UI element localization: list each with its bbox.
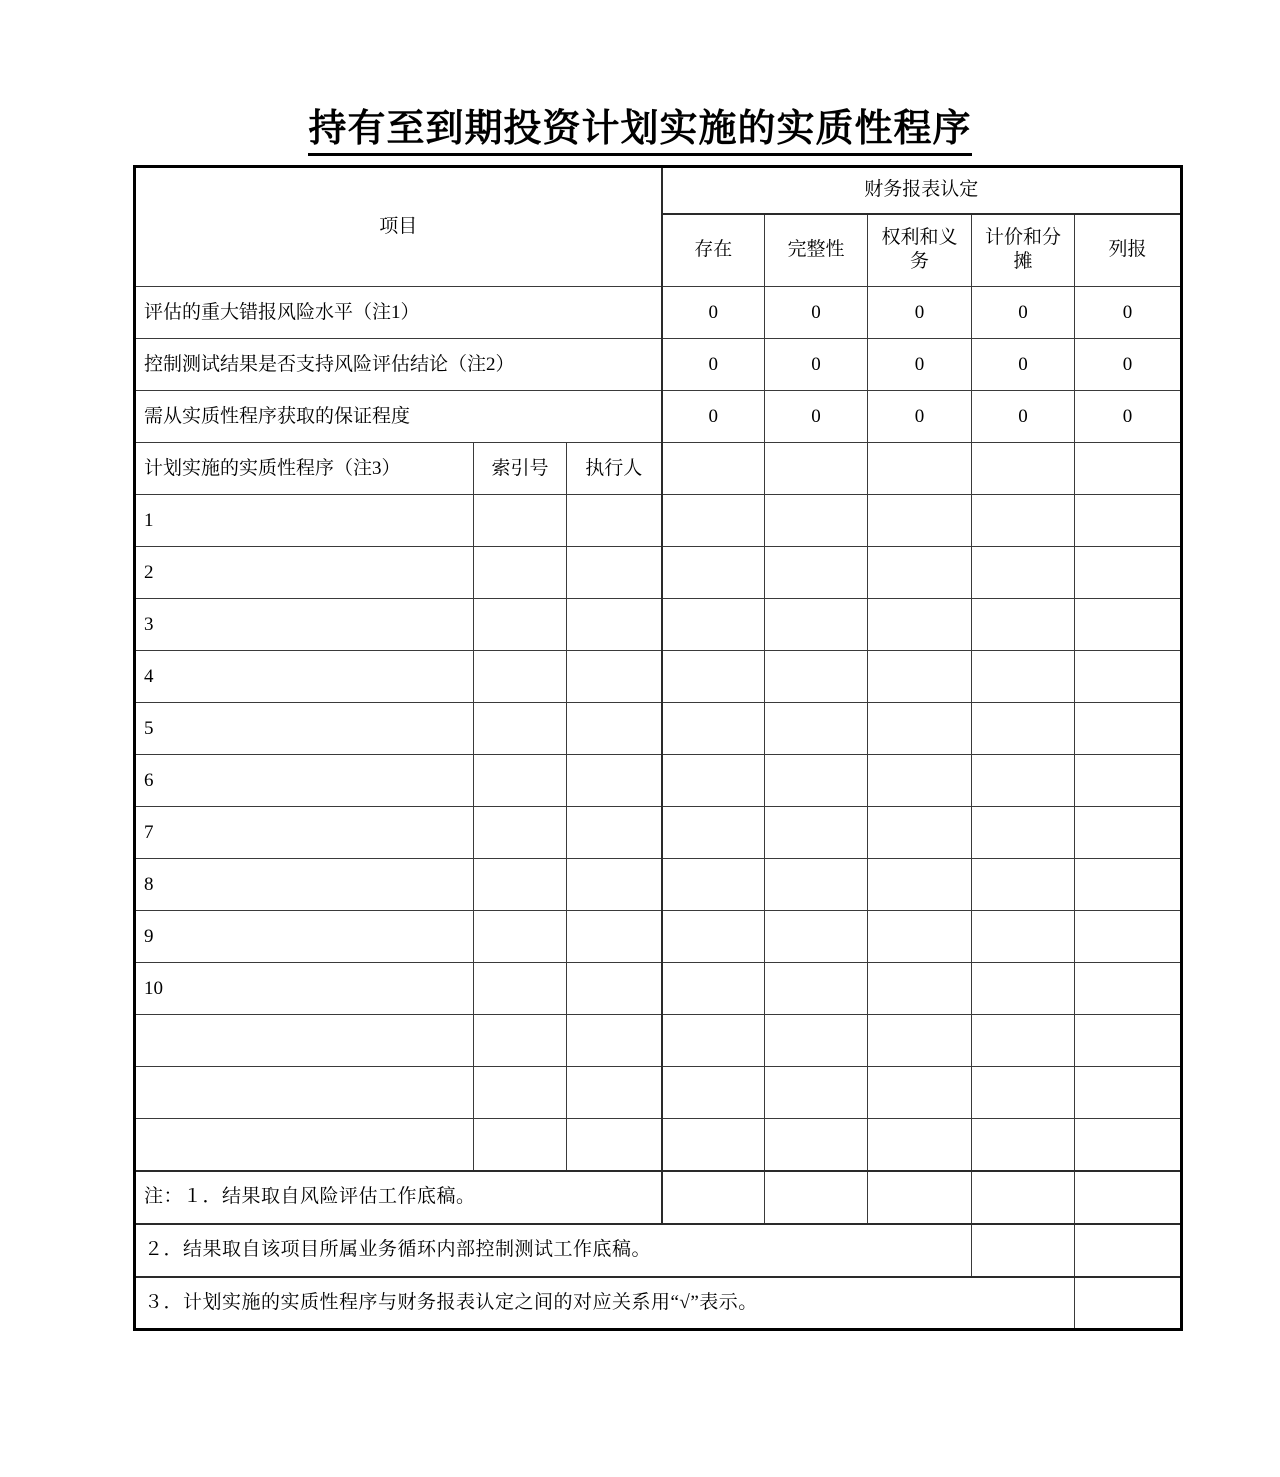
row-sequence-number[interactable]: 7 (135, 807, 474, 859)
cell-value[interactable] (972, 1015, 1075, 1067)
subheader-index-no: 索引号 (474, 443, 567, 495)
table-row (135, 963, 1182, 1015)
cell-value[interactable] (765, 1015, 868, 1067)
cell-value[interactable] (868, 963, 972, 1015)
cell-value[interactable] (765, 443, 868, 495)
table-row (135, 391, 1182, 443)
cell-value[interactable] (662, 1119, 765, 1171)
cell-performer[interactable] (567, 495, 662, 547)
header-assertion-presentation: 列报 (1075, 214, 1182, 287)
footnote-row (135, 1277, 1182, 1330)
cell-value[interactable] (1075, 547, 1182, 599)
cell-value[interactable] (765, 651, 868, 703)
cell-value[interactable] (662, 755, 765, 807)
cell-value[interactable] (1075, 807, 1182, 859)
cell-value[interactable] (765, 703, 868, 755)
cell-value[interactable]: 0 (868, 339, 972, 391)
cell-value[interactable]: 0 (765, 339, 868, 391)
footnote-row (135, 1224, 1182, 1277)
cell-value[interactable] (662, 807, 765, 859)
cell-performer[interactable] (567, 755, 662, 807)
cell-value[interactable] (868, 703, 972, 755)
cell-performer[interactable] (567, 1067, 662, 1119)
table-row (135, 1015, 1182, 1067)
cell-value[interactable] (868, 547, 972, 599)
cell-value[interactable] (765, 599, 868, 651)
cell-value[interactable]: 0 (765, 391, 868, 443)
cell-value[interactable] (662, 1067, 765, 1119)
table-row (135, 859, 1182, 911)
row-label-assessed-risk: 评估的重大错报风险水平（注1） (135, 287, 662, 339)
cell-value[interactable] (662, 443, 765, 495)
cell-value[interactable] (662, 1015, 765, 1067)
cell-value[interactable] (1075, 703, 1182, 755)
audit-program-table (133, 165, 1183, 1331)
cell-performer[interactable] (567, 547, 662, 599)
row-sequence-number[interactable]: 10 (135, 963, 474, 1015)
cell-value[interactable] (868, 1067, 972, 1119)
cell-performer[interactable] (567, 1015, 662, 1067)
cell-index-no[interactable] (474, 1015, 567, 1067)
cell-value[interactable] (972, 651, 1075, 703)
cell-index-no[interactable] (474, 963, 567, 1015)
cell-performer[interactable] (567, 859, 662, 911)
cell-value[interactable] (972, 1171, 1075, 1224)
cell-performer[interactable] (567, 1119, 662, 1171)
row-sequence-number[interactable] (135, 1015, 474, 1067)
cell-value[interactable] (868, 599, 972, 651)
cell-value[interactable] (972, 1224, 1075, 1277)
cell-value[interactable] (868, 1119, 972, 1171)
footnote-3: ３．计划实施的实质性程序与财务报表认定之间的对应关系用“√”表示。 (135, 1277, 1075, 1330)
cell-value[interactable] (972, 1067, 1075, 1119)
cell-value[interactable] (765, 1171, 868, 1224)
cell-index-no[interactable] (474, 651, 567, 703)
cell-value[interactable] (972, 443, 1075, 495)
cell-value[interactable]: 0 (868, 391, 972, 443)
cell-value[interactable] (662, 495, 765, 547)
cell-value[interactable] (662, 963, 765, 1015)
cell-value[interactable] (765, 1067, 868, 1119)
subheader-planned-procedures: 计划实施的实质性程序（注3） (135, 443, 474, 495)
cell-value[interactable] (1075, 963, 1182, 1015)
cell-value[interactable]: 0 (662, 339, 765, 391)
cell-value[interactable] (972, 859, 1075, 911)
cell-value[interactable] (662, 859, 765, 911)
header-assertion-existence: 存在 (662, 214, 765, 287)
cell-value[interactable] (972, 599, 1075, 651)
cell-value[interactable] (868, 859, 972, 911)
header-assertion-completeness: 完整性 (765, 214, 868, 287)
cell-value[interactable] (1075, 651, 1182, 703)
footnote-row (135, 1171, 1182, 1224)
cell-value[interactable] (662, 599, 765, 651)
cell-value[interactable] (972, 755, 1075, 807)
cell-value[interactable] (765, 547, 868, 599)
cell-value[interactable] (972, 1119, 1075, 1171)
cell-index-no[interactable] (474, 547, 567, 599)
table-row (135, 1067, 1182, 1119)
cell-index-no[interactable] (474, 703, 567, 755)
cell-value[interactable] (1075, 1119, 1182, 1171)
cell-value[interactable] (662, 911, 765, 963)
row-sequence-number[interactable]: 9 (135, 911, 474, 963)
cell-value[interactable] (868, 651, 972, 703)
table-row (135, 807, 1182, 859)
cell-performer[interactable] (567, 703, 662, 755)
cell-value[interactable] (972, 911, 1075, 963)
cell-value[interactable]: 0 (662, 287, 765, 339)
table-row (135, 651, 1182, 703)
row-sequence-number[interactable]: 8 (135, 859, 474, 911)
cell-value[interactable]: 0 (868, 287, 972, 339)
header-assertion-rights-obligations: 权利和义务 (868, 214, 972, 287)
cell-performer[interactable] (567, 963, 662, 1015)
cell-value[interactable]: 0 (1075, 339, 1182, 391)
cell-value[interactable] (1075, 1067, 1182, 1119)
cell-value[interactable]: 0 (972, 287, 1075, 339)
cell-performer[interactable] (567, 807, 662, 859)
cell-value[interactable]: 0 (972, 391, 1075, 443)
cell-value[interactable] (972, 547, 1075, 599)
footnote-1: 注：１．结果取自风险评估工作底稿。 (135, 1171, 662, 1224)
cell-value[interactable] (1075, 1171, 1182, 1224)
header-item-column: 项目 (135, 167, 662, 287)
footnote-2: ２．结果取自该项目所属业务循环内部控制测试工作底稿。 (135, 1224, 972, 1277)
page-title: 持有至到期投资计划实施的实质性程序 (308, 106, 971, 156)
cell-value[interactable] (868, 1171, 972, 1224)
header-assertions-group: 财务报表认定 (662, 167, 1182, 214)
cell-performer[interactable] (567, 651, 662, 703)
table-header-row-top (135, 167, 1182, 214)
cell-value[interactable] (1075, 859, 1182, 911)
cell-value[interactable] (1075, 911, 1182, 963)
table-row (135, 1119, 1182, 1171)
cell-index-no[interactable] (474, 599, 567, 651)
cell-value[interactable] (972, 807, 1075, 859)
cell-index-no[interactable] (474, 859, 567, 911)
row-sequence-number[interactable]: 4 (135, 651, 474, 703)
row-sequence-number[interactable]: 6 (135, 755, 474, 807)
cell-value[interactable] (972, 963, 1075, 1015)
row-sequence-number[interactable]: 2 (135, 547, 474, 599)
cell-value[interactable] (868, 443, 972, 495)
cell-value[interactable] (765, 495, 868, 547)
cell-value[interactable] (765, 911, 868, 963)
row-sequence-number[interactable]: 3 (135, 599, 474, 651)
row-sequence-number[interactable]: 1 (135, 495, 474, 547)
cell-performer[interactable] (567, 911, 662, 963)
row-sequence-number[interactable] (135, 1119, 474, 1171)
cell-value[interactable] (765, 859, 868, 911)
table-row (135, 599, 1182, 651)
cell-value[interactable] (662, 703, 765, 755)
cell-value[interactable] (765, 963, 868, 1015)
table-row (135, 547, 1182, 599)
cell-value[interactable] (1075, 1277, 1182, 1330)
cell-value[interactable]: 0 (765, 287, 868, 339)
cell-value[interactable] (765, 755, 868, 807)
cell-value[interactable] (1075, 1224, 1182, 1277)
cell-value[interactable] (1075, 599, 1182, 651)
cell-value[interactable] (972, 495, 1075, 547)
cell-value[interactable] (868, 807, 972, 859)
cell-index-no[interactable] (474, 911, 567, 963)
subheader-performer: 执行人 (567, 443, 662, 495)
cell-value[interactable] (765, 1119, 868, 1171)
cell-value[interactable]: 0 (1075, 287, 1182, 339)
procedure-subheader-row (135, 443, 1182, 495)
header-assertion-valuation-allocation: 计价和分摊 (972, 214, 1075, 287)
table-row (135, 755, 1182, 807)
cell-value[interactable] (1075, 495, 1182, 547)
cell-value[interactable] (765, 807, 868, 859)
cell-value[interactable] (868, 755, 972, 807)
row-label-control-test-result: 控制测试结果是否支持风险评估结论（注2） (135, 339, 662, 391)
cell-value[interactable]: 0 (1075, 391, 1182, 443)
row-label-assurance-needed: 需从实质性程序获取的保证程度 (135, 391, 662, 443)
cell-performer[interactable] (567, 599, 662, 651)
cell-value[interactable] (1075, 1015, 1182, 1067)
cell-value[interactable]: 0 (662, 391, 765, 443)
cell-index-no[interactable] (474, 1119, 567, 1171)
table-row (135, 495, 1182, 547)
page-title-container (0, 106, 1280, 156)
cell-value[interactable] (662, 1171, 765, 1224)
cell-value[interactable] (1075, 443, 1182, 495)
cell-index-no[interactable] (474, 807, 567, 859)
cell-index-no[interactable] (474, 495, 567, 547)
cell-value[interactable]: 0 (972, 339, 1075, 391)
cell-value[interactable] (868, 495, 972, 547)
cell-value[interactable] (662, 651, 765, 703)
cell-index-no[interactable] (474, 1067, 567, 1119)
table-body (135, 167, 1182, 1330)
cell-value[interactable] (972, 703, 1075, 755)
cell-value[interactable] (1075, 755, 1182, 807)
table-row (135, 339, 1182, 391)
cell-index-no[interactable] (474, 755, 567, 807)
row-sequence-number[interactable] (135, 1067, 474, 1119)
table-row (135, 287, 1182, 339)
cell-value[interactable] (868, 911, 972, 963)
cell-value[interactable] (868, 1015, 972, 1067)
row-sequence-number[interactable]: 5 (135, 703, 474, 755)
table-row (135, 703, 1182, 755)
table-row (135, 911, 1182, 963)
audit-program-table-container (133, 165, 1180, 1331)
cell-value[interactable] (662, 547, 765, 599)
